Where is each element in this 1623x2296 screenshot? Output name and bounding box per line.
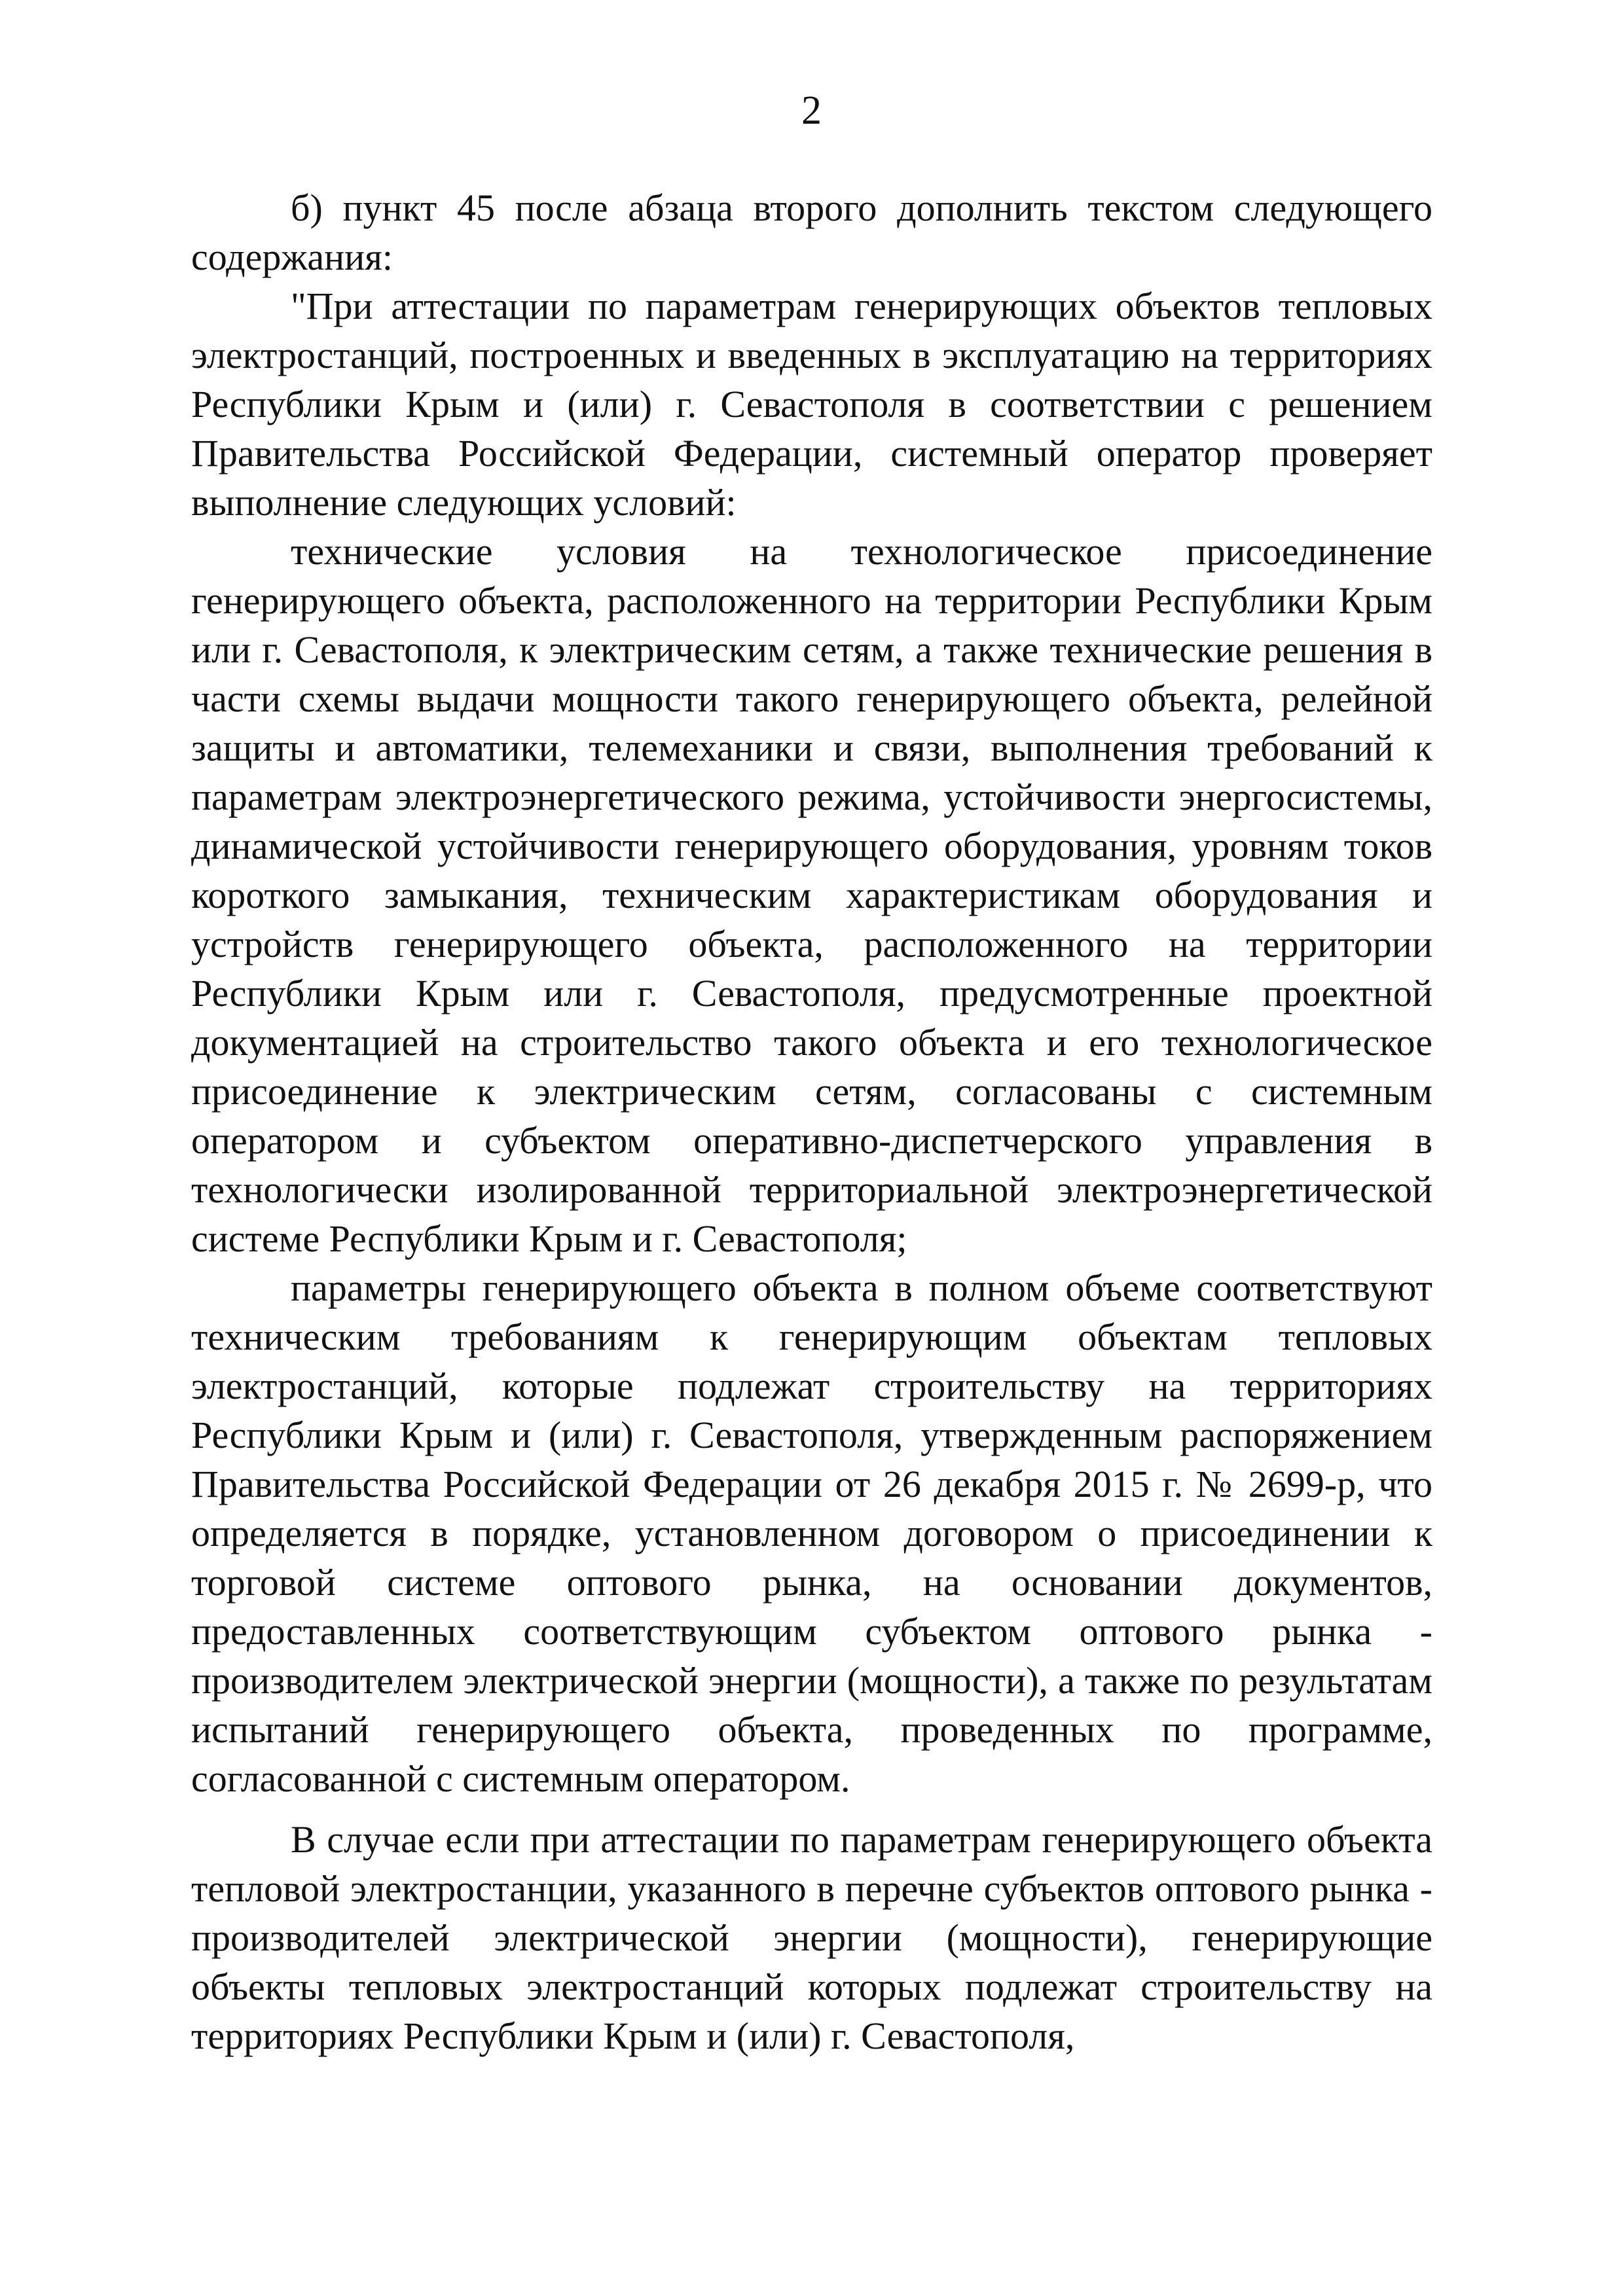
paragraph-technical-conditions: технические условия на технологическое присоединение генерирующего объекта, расположенного на территории Республики Крым или г. Севастополя, к электрическим сетям, а также технические решения в части схемы выдачи мощности такого генерирующего объекта, релейной защиты и автоматики, телемеханики и связи, выполнения требований к параметрам электроэнергетического режима, устойчивости энергосистемы, динамической устойчивости генерирующего оборудования, уровням токов короткого замыкания, техническим характеристикам оборудования и устройств генерирующего объекта, расположенного на территории Республики Крым или г. Севастополя, предусмотренные проектной документацией на строительство такого объекта и его технологическое присоединение к электрическим сетям, согласованы с системным оператором и субъектом оперативно-диспетчерского управления в технологически изолированной территориальной электроэнергетической системе Республики Крым и г. Севастополя; xyxy=(191,530,1432,1260)
paragraph-in-case: В случае если при аттестации по параметрам генерирующего объекта тепловой электростанции, указанного в перечне субъектов оптового рынка - производителей электрической энергии (мощности), генерирующие объекты тепловых электростанций которых подлежат строительству на территориях Республики Крым и (или) г. Севастополя, xyxy=(191,1818,1432,2057)
paragraph-generator-parameters: параметры генерирующего объекта в полном объеме соответствуют техническим требованиям к генерирующим объектам тепловых электростанций, которые подлежат строительству на территориях Республики Крым и (или) г. Севастополя, утвержденным распоряжением Правительства Российской Федерации от 26 декабря 2015 г. № 2699-р, что определяется в порядке, установленном договором о присоединении к торговой системе оптового рынка, на основании документов, предоставленных соответствующим субъектом оптового рынка - производителем электрической энергии (мощности), а также по результатам испытаний генерирующего объекта, проведенных по программе, согласованной с системным оператором. xyxy=(191,1266,1432,1800)
page-number: 2 xyxy=(801,88,822,133)
paragraph-amendment-intro: б) пункт 45 после абзаца второго дополнить текстом следующего содержания: xyxy=(191,187,1432,278)
paragraph-attestation-conditions: "При аттестации по параметрам генерирующих объектов тепловых электростанций, построенных и введенных в эксплуатацию на территориях Республики Крым и (или) г. Севастополя в соответствии с решением Правительства Российской Федерации, системный оператор проверяет выполнение следующих условий: xyxy=(191,285,1432,524)
document-body xyxy=(191,183,1432,2060)
